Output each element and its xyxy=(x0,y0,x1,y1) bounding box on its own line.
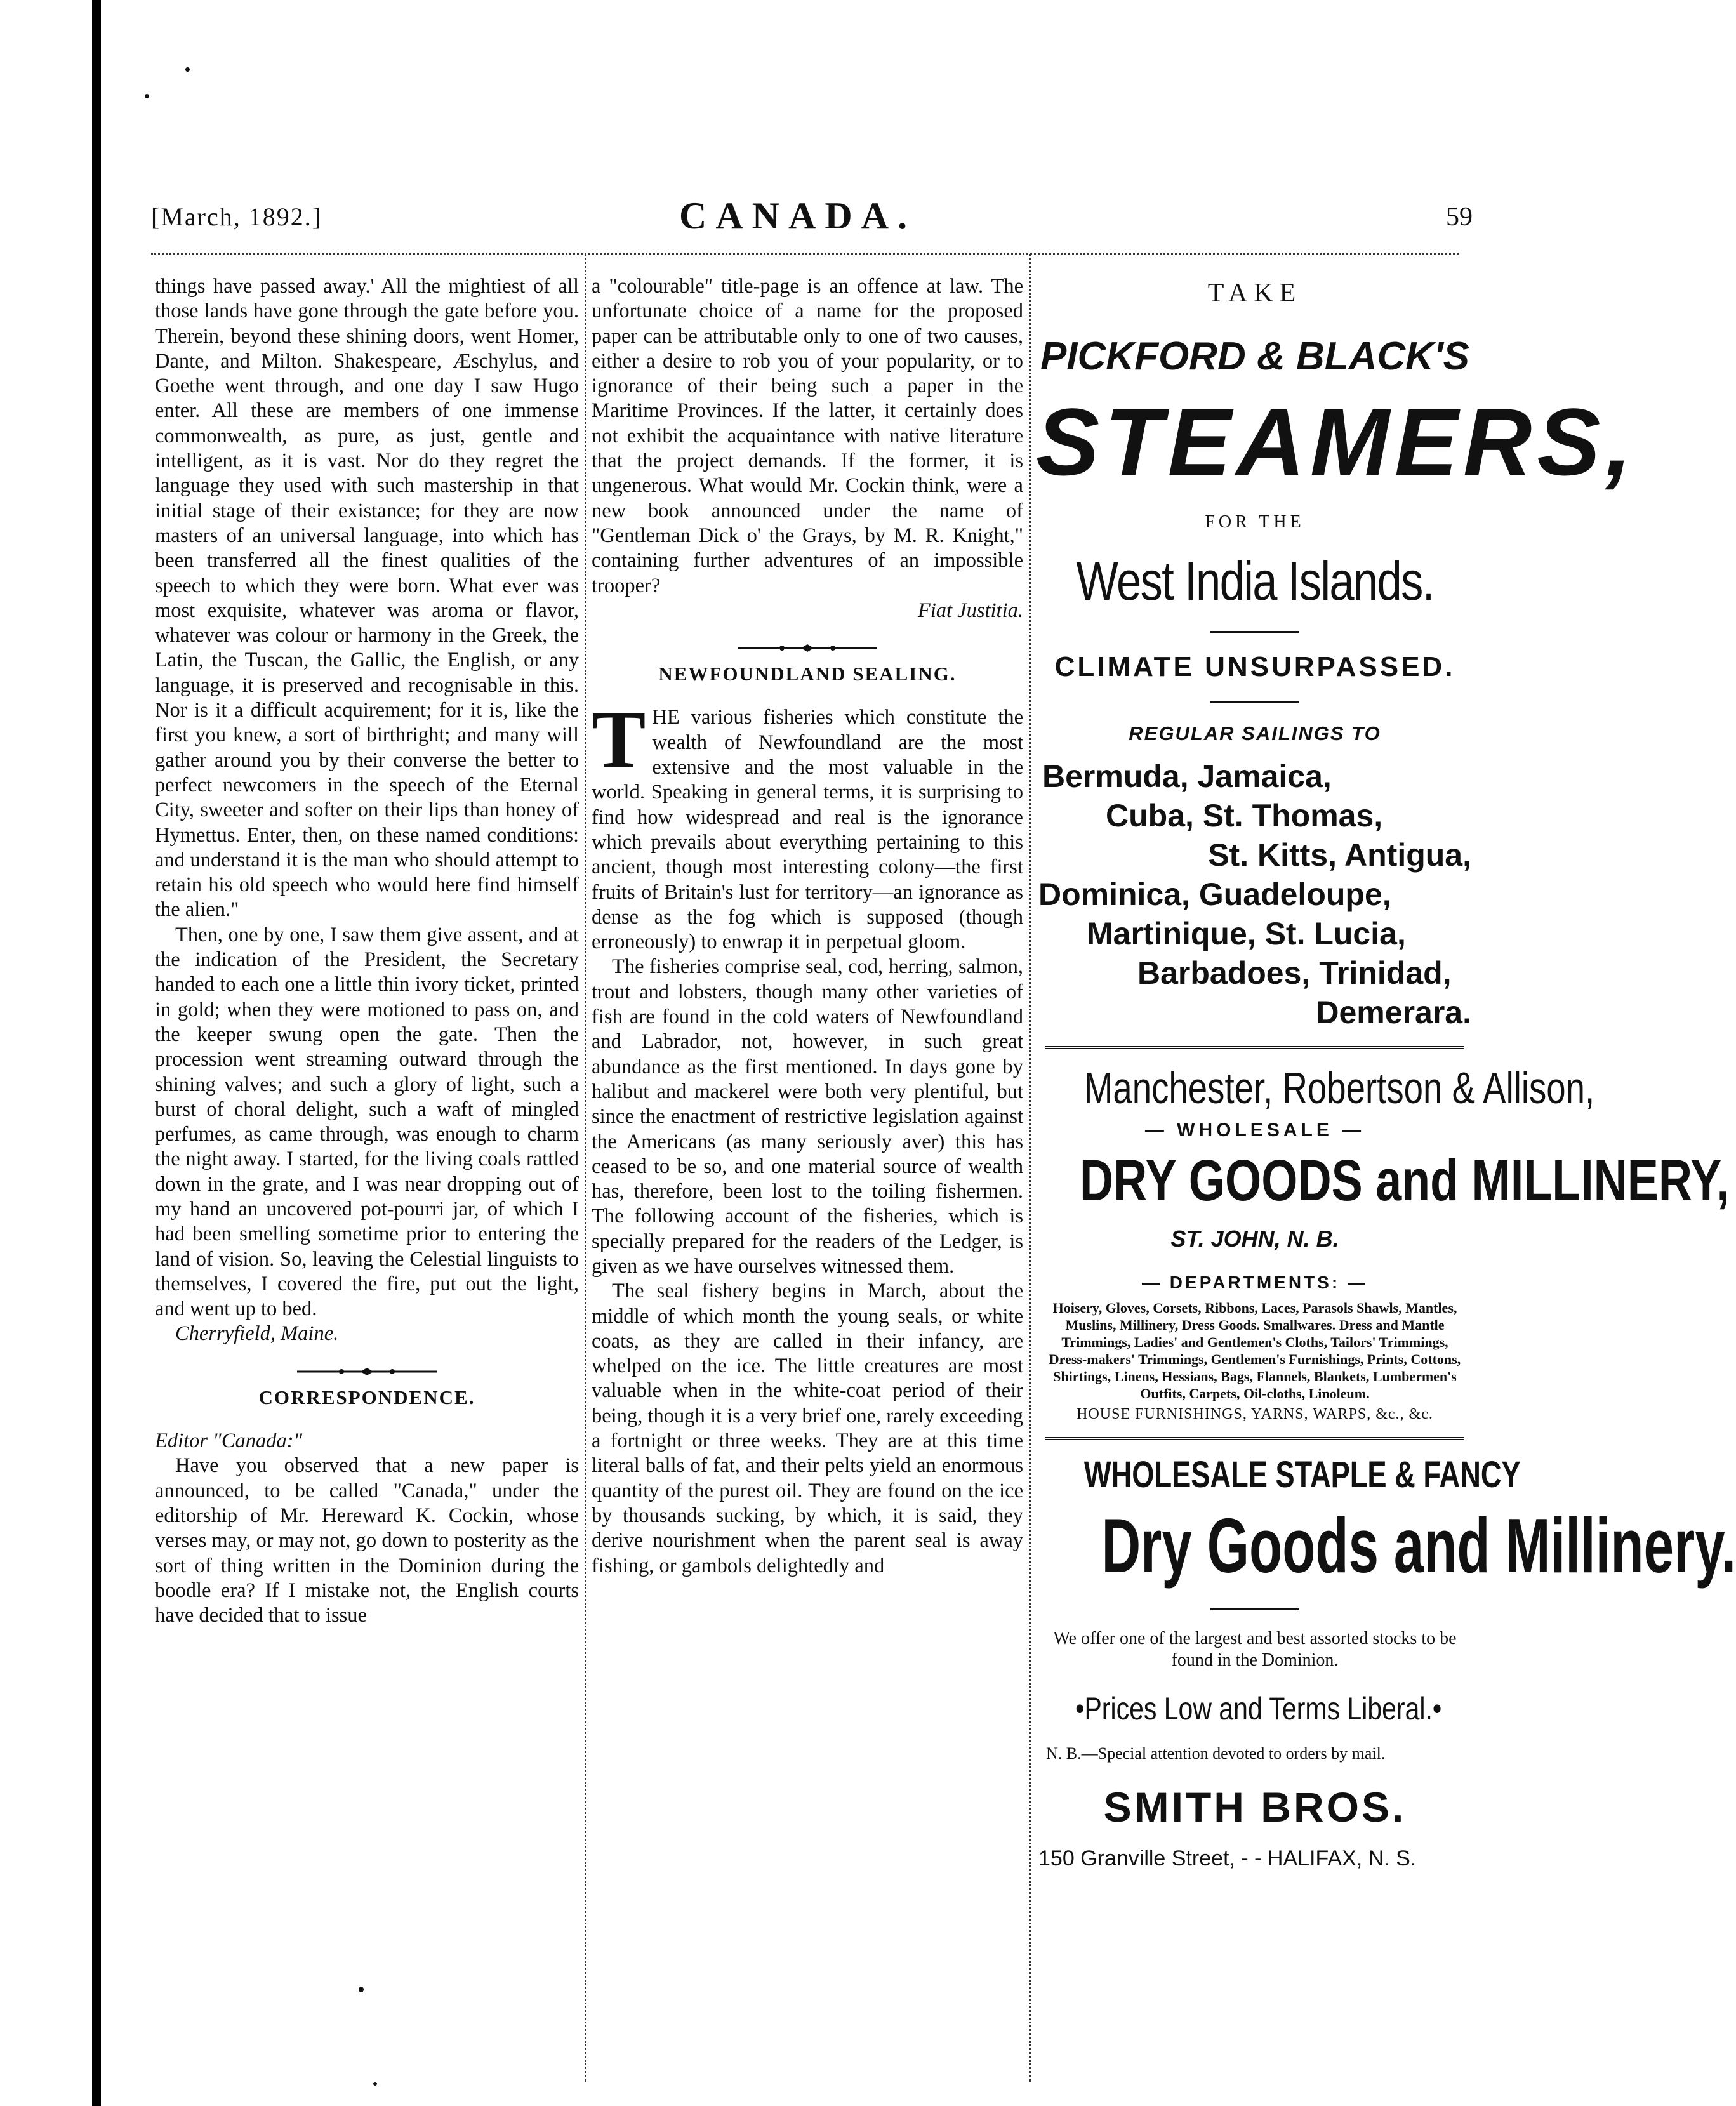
advertisement-column xyxy=(1036,267,1736,1871)
ad-nota-bene: N. B.—Special attention devoted to orders by mail. xyxy=(1046,1744,1386,1763)
letter-paragraph: Have you observed that a new paper is announced, to be called "Canada," under the editorship of Mr. Hereward K. Cockin, whose verses may, or may not, go down to posterity as the sort of thing written in the Dominion during the boodle era? If I mistake not, the English courts have decided that to issue xyxy=(155,1454,579,1627)
ad-wholesale: — WHOLESALE — xyxy=(1144,1120,1365,1141)
scan-speck xyxy=(373,2082,377,2086)
port-line: Cuba, St. Thomas, xyxy=(1106,798,1383,833)
article-paragraph: The fisheries comprise seal, cod, herring, salmon, trout and lobsters, though many other varieties of fish are found in the cold waters of Newfoundland and Labrador, not, however, in such great abundance as the first mentioned. In days gone by halibut and mackerel were both very plentiful, but since the enactment of restrictive legislation against the Americans (as many seriously aver) this has ceased to be so, and one material source of wealth has, therefore, been lost to the toiling fishermen. The following account of the fisheries, which is specially prepared for the readers of the Ledger, is given as we have ourselves witnessed them. xyxy=(592,955,1023,1278)
column-two xyxy=(592,274,1023,1579)
ad-staple: WHOLESALE STAPLE & FANCY xyxy=(1083,1454,1521,1495)
column-divider xyxy=(1029,254,1031,2082)
port-line: Demerara. xyxy=(1316,995,1471,1030)
ad-address: 150 Granville Street, - - HALIFAX, N. S. xyxy=(1038,1846,1417,1871)
letter-paragraph: a "colourable" title-page is an offence at law. The unfortunate choice of a name for the proposed paper can be attributable only to one of two causes, either a desire to rob you of your popularity, or to ignorance of their being such a paper in the Maritime Provinces. If the latter, it certainly does not exhibit the acquaintance with native literature that the project demands. If the former, it is ungenerous. What would Mr. Cockin think, were a new book announced under the name of "Gentleman Dick o' the Grays, by M. R. Knight," containing further adventures of an impossible trooper? xyxy=(592,275,1023,597)
article-paragraph: Then, one by one, I saw them give assent, and at the indication of the President, the Secretary handed to each one a little thin ivory ticket, printed in gold; when they were motioned to pass on, and the keeper swung open the gate. Then the procession went streaming outward through the shining valves; and such a glory of light, such a burst of choral delight, such a waft of mingled perfumes, as came through, was enough to charm the night away. I started, for the living coals rattled down in the grate, and I was near dropping out of my hand an uncovered pot-pourri jar, of which I had been smelling sometime prior to entering the land of vision. So, leaving the Celestial linguists to themselves, I covered the fire, put out the light, and went up to bed. xyxy=(155,923,579,1321)
port-line: St. Kitts, Antigua, xyxy=(1208,837,1471,873)
publication-title: CANADA. xyxy=(679,195,916,237)
letter-salutation: Editor "Canada:" xyxy=(155,1429,303,1453)
column-divider xyxy=(585,254,586,2082)
ad-house-furnishings: HOUSE FURNISHINGS, YARNS, WARPS, &c., &c. xyxy=(1077,1406,1433,1422)
binding-edge xyxy=(92,0,101,2106)
ad-departments-heading: — DEPARTMENTS: — xyxy=(1142,1273,1368,1292)
sealing-heading: NEWFOUNDLAND SEALING. xyxy=(658,663,957,685)
ad-dry-goods: DRY GOODS and MILLINERY, xyxy=(1080,1148,1730,1213)
ad-rule xyxy=(1045,1437,1464,1440)
page-number: 59 xyxy=(1446,202,1473,232)
article-signature: Cherryfield, Maine. xyxy=(175,1322,339,1346)
ad-for-the: FOR THE xyxy=(1205,512,1305,532)
header-rule xyxy=(151,253,1459,255)
scan-speck xyxy=(145,94,149,98)
ad-climate: CLIMATE UNSURPASSED. xyxy=(1054,651,1455,682)
ad-firm: Manchester, Robertson & Allison, xyxy=(1083,1063,1595,1113)
ad-offer: We offer one of the largest and best assorted stocks to be found in the Dominion. xyxy=(1053,1629,1457,1670)
ad-steamers: STEAMERS, xyxy=(1036,388,1638,495)
ad-departments: Hoisery, Gloves, Corsets, Ribbons, Laces, Parasols Shawls, Mantles, Muslins, Millinery, Dress Goods. Smallwares. Dress and Mantle Trimmings, Ladies' and Gentlemen's Cloths, Tailors' Trimmings, Dress-makers' Trimmings, Gentlemen's Furnishings, Prints, Cottons, Shirtings, Linens, Hessians, Bags, Flannels, Blankets, Lumbermen's Outfits, Carpets, Oil-cloths, Linoleum. xyxy=(1049,1300,1461,1401)
port-line: Dominica, Guadeloupe, xyxy=(1038,877,1391,912)
port-line: Bermuda, Jamaica, xyxy=(1042,758,1332,794)
ad-ports xyxy=(1036,757,1474,1032)
ornamental-rule xyxy=(738,644,877,652)
letter-signature: Fiat Justitia. xyxy=(917,599,1023,622)
ad-prices: •Prices Low and Terms Liberal.• xyxy=(1075,1691,1442,1726)
issue-date: [March, 1892.] xyxy=(151,202,322,231)
article-paragraph: The seal fishery begins in March, about the middle of which month the young seals, or white coats, as they are called in their infancy, are whelped on the ice. The little creatures are most valuable when in the white-coat period of their being, though it is a very brief one, rarely exceeding a fortnight or three weeks. They are at this time literal balls of fat, and their pelts yield an enormous quantity of the purest oil. They are found on the ice by thousands sucking, by which, it is said, they derive nourishment when the parent seal is away fishing, or gambols delightedly and xyxy=(592,1280,1023,1577)
ad-rule xyxy=(1045,1046,1464,1049)
port-line: Barbadoes, Trinidad, xyxy=(1137,955,1452,991)
ad-rule xyxy=(1210,701,1299,703)
column-one xyxy=(155,274,579,1628)
scan-speck xyxy=(359,1987,364,1992)
ad-smith-bros: SMITH BROS. xyxy=(1103,1784,1407,1831)
ad-rule xyxy=(1210,1608,1299,1610)
ad-regular-sailings: REGULAR SAILINGS TO xyxy=(1129,722,1381,745)
ad-city: ST. JOHN, N. B. xyxy=(1170,1226,1339,1252)
ad-rule xyxy=(1210,631,1299,633)
ad-take: TAKE xyxy=(1207,279,1302,308)
ornamental-rule xyxy=(297,1367,437,1376)
ad-company: PICKFORD & BLACK'S xyxy=(1040,334,1470,378)
correspondence-heading: CORRESPONDENCE. xyxy=(258,1386,475,1408)
article-paragraph: THE various fisheries which constitute the wealth of Newfoundland are the most extensive and the most valuable in the world. Speaking in general terms, it is surprising to find how widespread and real is the ignorance which prevails about everything pertaining to this ancient, though most interesting colony—the first fruits of Britain's lust for territory—an ignorance as dense as the fog which is supposed (though erroneously) to enwrap it in perpetual gloom. xyxy=(592,694,1023,954)
article-paragraph: things have passed away.' All the mightiest of all those lands have gone through the gate before you. Therein, beyond these shining doors, went Homer, Dante, and Milton. Shakespeare, Æschylus, and Goethe went through, and one day I saw Hugo enter. All these are members of one immense commonwealth, as pure, as just, gentle and intelligent, as it is vast. Nor do they regret the language they used with such mastership in that initial stage of their existance; for they are now masters of an universal language, into which has been transferred all the finest qualities of the speech to which they were born. What ever was most exquisite, whatever was aroma or flavor, whatever was colour or harmony in the Greek, the Latin, the Tuscan, the Gallic, the English, or any language, it is preserved and recognisable in this. Nor is it a difficult acquirement; for it is, like the first you knew, a sort of birthright; and many will gather around you by their converse the better to perfect newcomers in the speech of the Eternal City, sweeter and softer on their lips than honey of Hymettus. Enter, then, on these named conditions: and understand it is the man who should attempt to retain his old speech who would here find himself the alien." xyxy=(155,275,579,922)
ad-dry-goods-millinery: Dry Goods and Millinery. xyxy=(1101,1502,1736,1589)
scan-speck xyxy=(185,67,190,72)
port-line: Martinique, St. Lucia, xyxy=(1087,916,1406,951)
ad-destination: West India Islands. xyxy=(1076,551,1434,612)
